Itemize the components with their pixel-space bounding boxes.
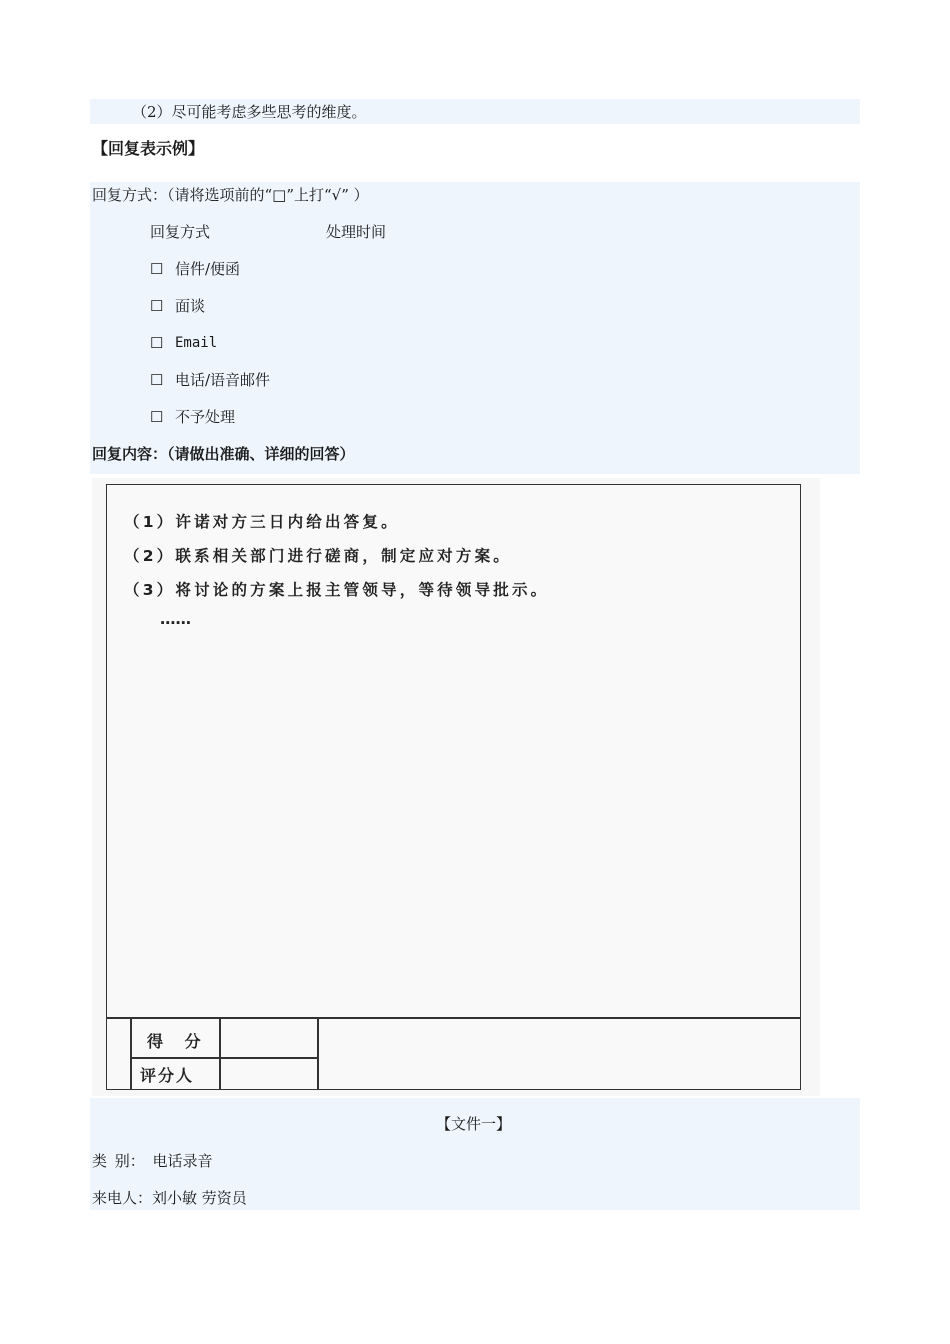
score-table-top-border [106, 1017, 801, 1019]
checkbox-icon[interactable]: ☐ [150, 260, 164, 278]
answer-line-3: （3）将讨论的方案上报主管领导，等待领导批示。 [124, 581, 550, 599]
grader-label: 评分人 [140, 1066, 195, 1085]
intro-note: （2）尽可能考虑多些思考的维度。 [132, 103, 367, 121]
option-label: 面谈 [175, 297, 206, 315]
option-label: 电话/语音邮件 [175, 371, 271, 389]
score-label: 得 分 [147, 1032, 209, 1051]
checkbox-icon[interactable]: ☐ [150, 334, 164, 352]
checkbox-icon[interactable]: ☐ [150, 408, 164, 426]
column-header-method: 回复方式 [150, 223, 211, 241]
file-title: 【文件一】 [436, 1115, 512, 1133]
answer-ellipsis: …… [160, 610, 191, 628]
reply-method-instruction: 回复方式：（请将选项前的“□”上打“√” ） [92, 186, 369, 204]
checkbox-icon[interactable]: ☐ [150, 371, 164, 389]
section-title: 【回复表示例】 [92, 139, 205, 158]
answer-box [106, 484, 801, 1090]
option-label: 不予处理 [175, 408, 236, 426]
category-line: 类 别： 电话录音 [92, 1152, 213, 1170]
checkbox-icon[interactable]: ☐ [150, 297, 164, 315]
option-label: Email [175, 335, 218, 351]
column-header-time: 处理时间 [326, 223, 387, 241]
caller-line: 来电人：刘小敏 劳资员 [92, 1189, 247, 1207]
content-heading: 回复内容：（请做出准确、详细的回答） [92, 445, 355, 463]
score-table-divider-3 [317, 1017, 319, 1090]
option-label: 信件/便函 [175, 260, 241, 278]
answer-line-2: （2）联系相关部门进行磋商，制定应对方案。 [124, 547, 512, 565]
answer-line-1: （1）许诺对方三日内给出答复。 [124, 513, 400, 531]
score-value-input[interactable] [221, 1019, 316, 1056]
score-table-divider-1 [130, 1017, 132, 1090]
grader-value-input[interactable] [221, 1059, 316, 1089]
